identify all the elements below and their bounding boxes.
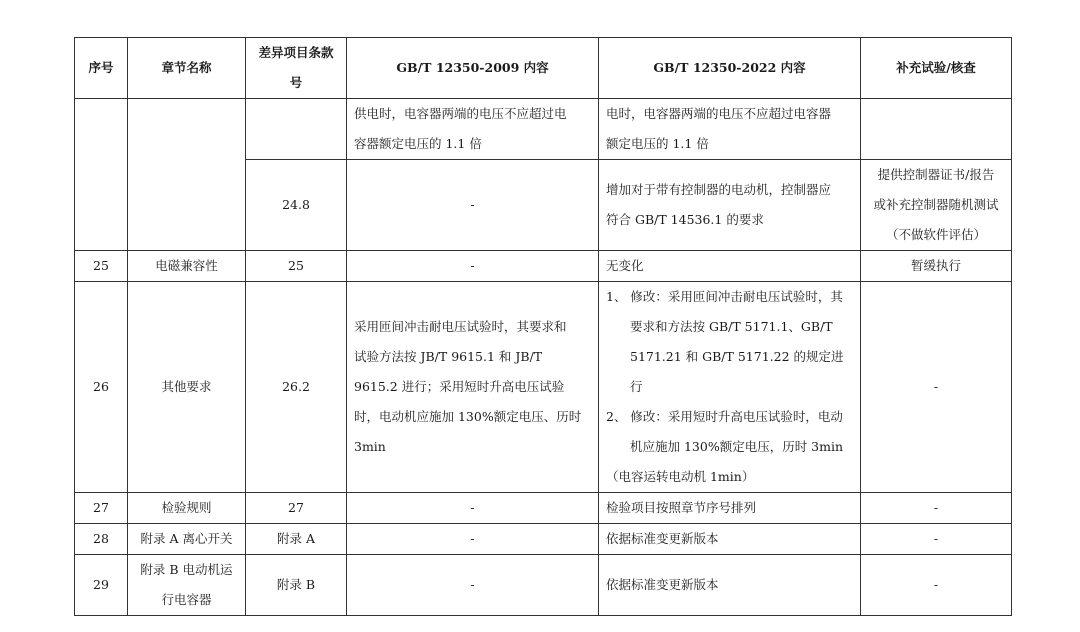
header-row (75, 38, 1012, 99)
header-old-content: GB/T 12350-2009 内容 (347, 38, 599, 99)
cell-new-content: 无变化 (599, 251, 861, 282)
cell-no: 28 (75, 524, 128, 555)
cell-clause: 附录 B (246, 555, 347, 616)
cell-no: 29 (75, 555, 128, 616)
cell-new-content: 增加对于带有控制器的电动机，控制器应 符合 GB/T 14536.1 的要求 (599, 160, 861, 251)
table-row (75, 251, 1012, 282)
table-row (75, 555, 1012, 616)
cell-old-content: - (347, 555, 599, 616)
cell-old-content: 供电时，电容器两端的电压不应超过电 容器额定电压的 1.1 倍 (347, 99, 599, 160)
cell-check: - (861, 282, 1012, 493)
cell-new-content: 依据标准变更新版本 (599, 555, 861, 616)
new-content-item: 1、 修改：采用匝间冲击耐电压试验时，其要求和方法按 GB/T 5171.1、GB/T 5171.21 和 GB/T 5171.22 的规定进行 (606, 289, 844, 394)
cell-chapter: 其他要求 (128, 282, 246, 493)
cell-old-content: - (347, 160, 599, 251)
header-clause: 差异项目条款 号 (246, 38, 347, 99)
cell-chapter: 附录 B 电动机运 行电容器 (128, 555, 246, 616)
cell-check: - (861, 524, 1012, 555)
cell-new-content: 电时，电容器两端的电压不应超过电容器 额定电压的 1.1 倍 (599, 99, 861, 160)
cell-new-content: 依据标准变更新版本 (599, 524, 861, 555)
cell-check: 提供控制器证书/报告 或补充控制器随机测试 （不做软件评估） (861, 160, 1012, 251)
cell-chapter: 电磁兼容性 (128, 251, 246, 282)
cell-no: 26 (75, 282, 128, 493)
cell-old-content: 采用匝间冲击耐电压试验时，其要求和 试验方法按 JB/T 9615.1 和 JB/T 9615.2 进行；采用短时升高电压试验 时，电动机应施加 130%额定电压、历时 3min (347, 282, 599, 493)
header-check: 补充试验/核查 (861, 38, 1012, 99)
cell-clause: 27 (246, 493, 347, 524)
cell-clause: 24.8 (246, 160, 347, 251)
cell-no: 27 (75, 493, 128, 524)
table-row (75, 99, 1012, 160)
new-content-item: 2、 修改：采用短时升高电压试验时，电动机应施加 130%额定电压，历时 3min (606, 409, 844, 454)
header-no: 序号 (75, 38, 128, 99)
cell-old-content: - (347, 524, 599, 555)
cell-clause (246, 99, 347, 160)
cell-check: - (861, 555, 1012, 616)
table-row (75, 493, 1012, 524)
cell-new-content (599, 282, 861, 493)
cell-chapter: 检验规则 (128, 493, 246, 524)
cell-new-content: 检验项目按照章节序号排列 (599, 493, 861, 524)
table-row (75, 282, 1012, 493)
header-chapter: 章节名称 (128, 38, 246, 99)
cell-clause: 26.2 (246, 282, 347, 493)
change-comparison-table (74, 37, 1012, 616)
cell-chapter: 附录 A 离心开关 (128, 524, 246, 555)
cell-chapter (128, 99, 246, 251)
cell-check: 暂缓执行 (861, 251, 1012, 282)
cell-old-content: - (347, 251, 599, 282)
cell-check (861, 99, 1012, 160)
header-new-content: GB/T 12350-2022 内容 (599, 38, 861, 99)
cell-clause: 25 (246, 251, 347, 282)
new-content-item: （电容运转电动机 1min） (606, 469, 755, 484)
cell-no: 25 (75, 251, 128, 282)
cell-no (75, 99, 128, 251)
cell-clause: 附录 A (246, 524, 347, 555)
cell-check: - (861, 493, 1012, 524)
cell-old-content: - (347, 493, 599, 524)
table-row (75, 524, 1012, 555)
